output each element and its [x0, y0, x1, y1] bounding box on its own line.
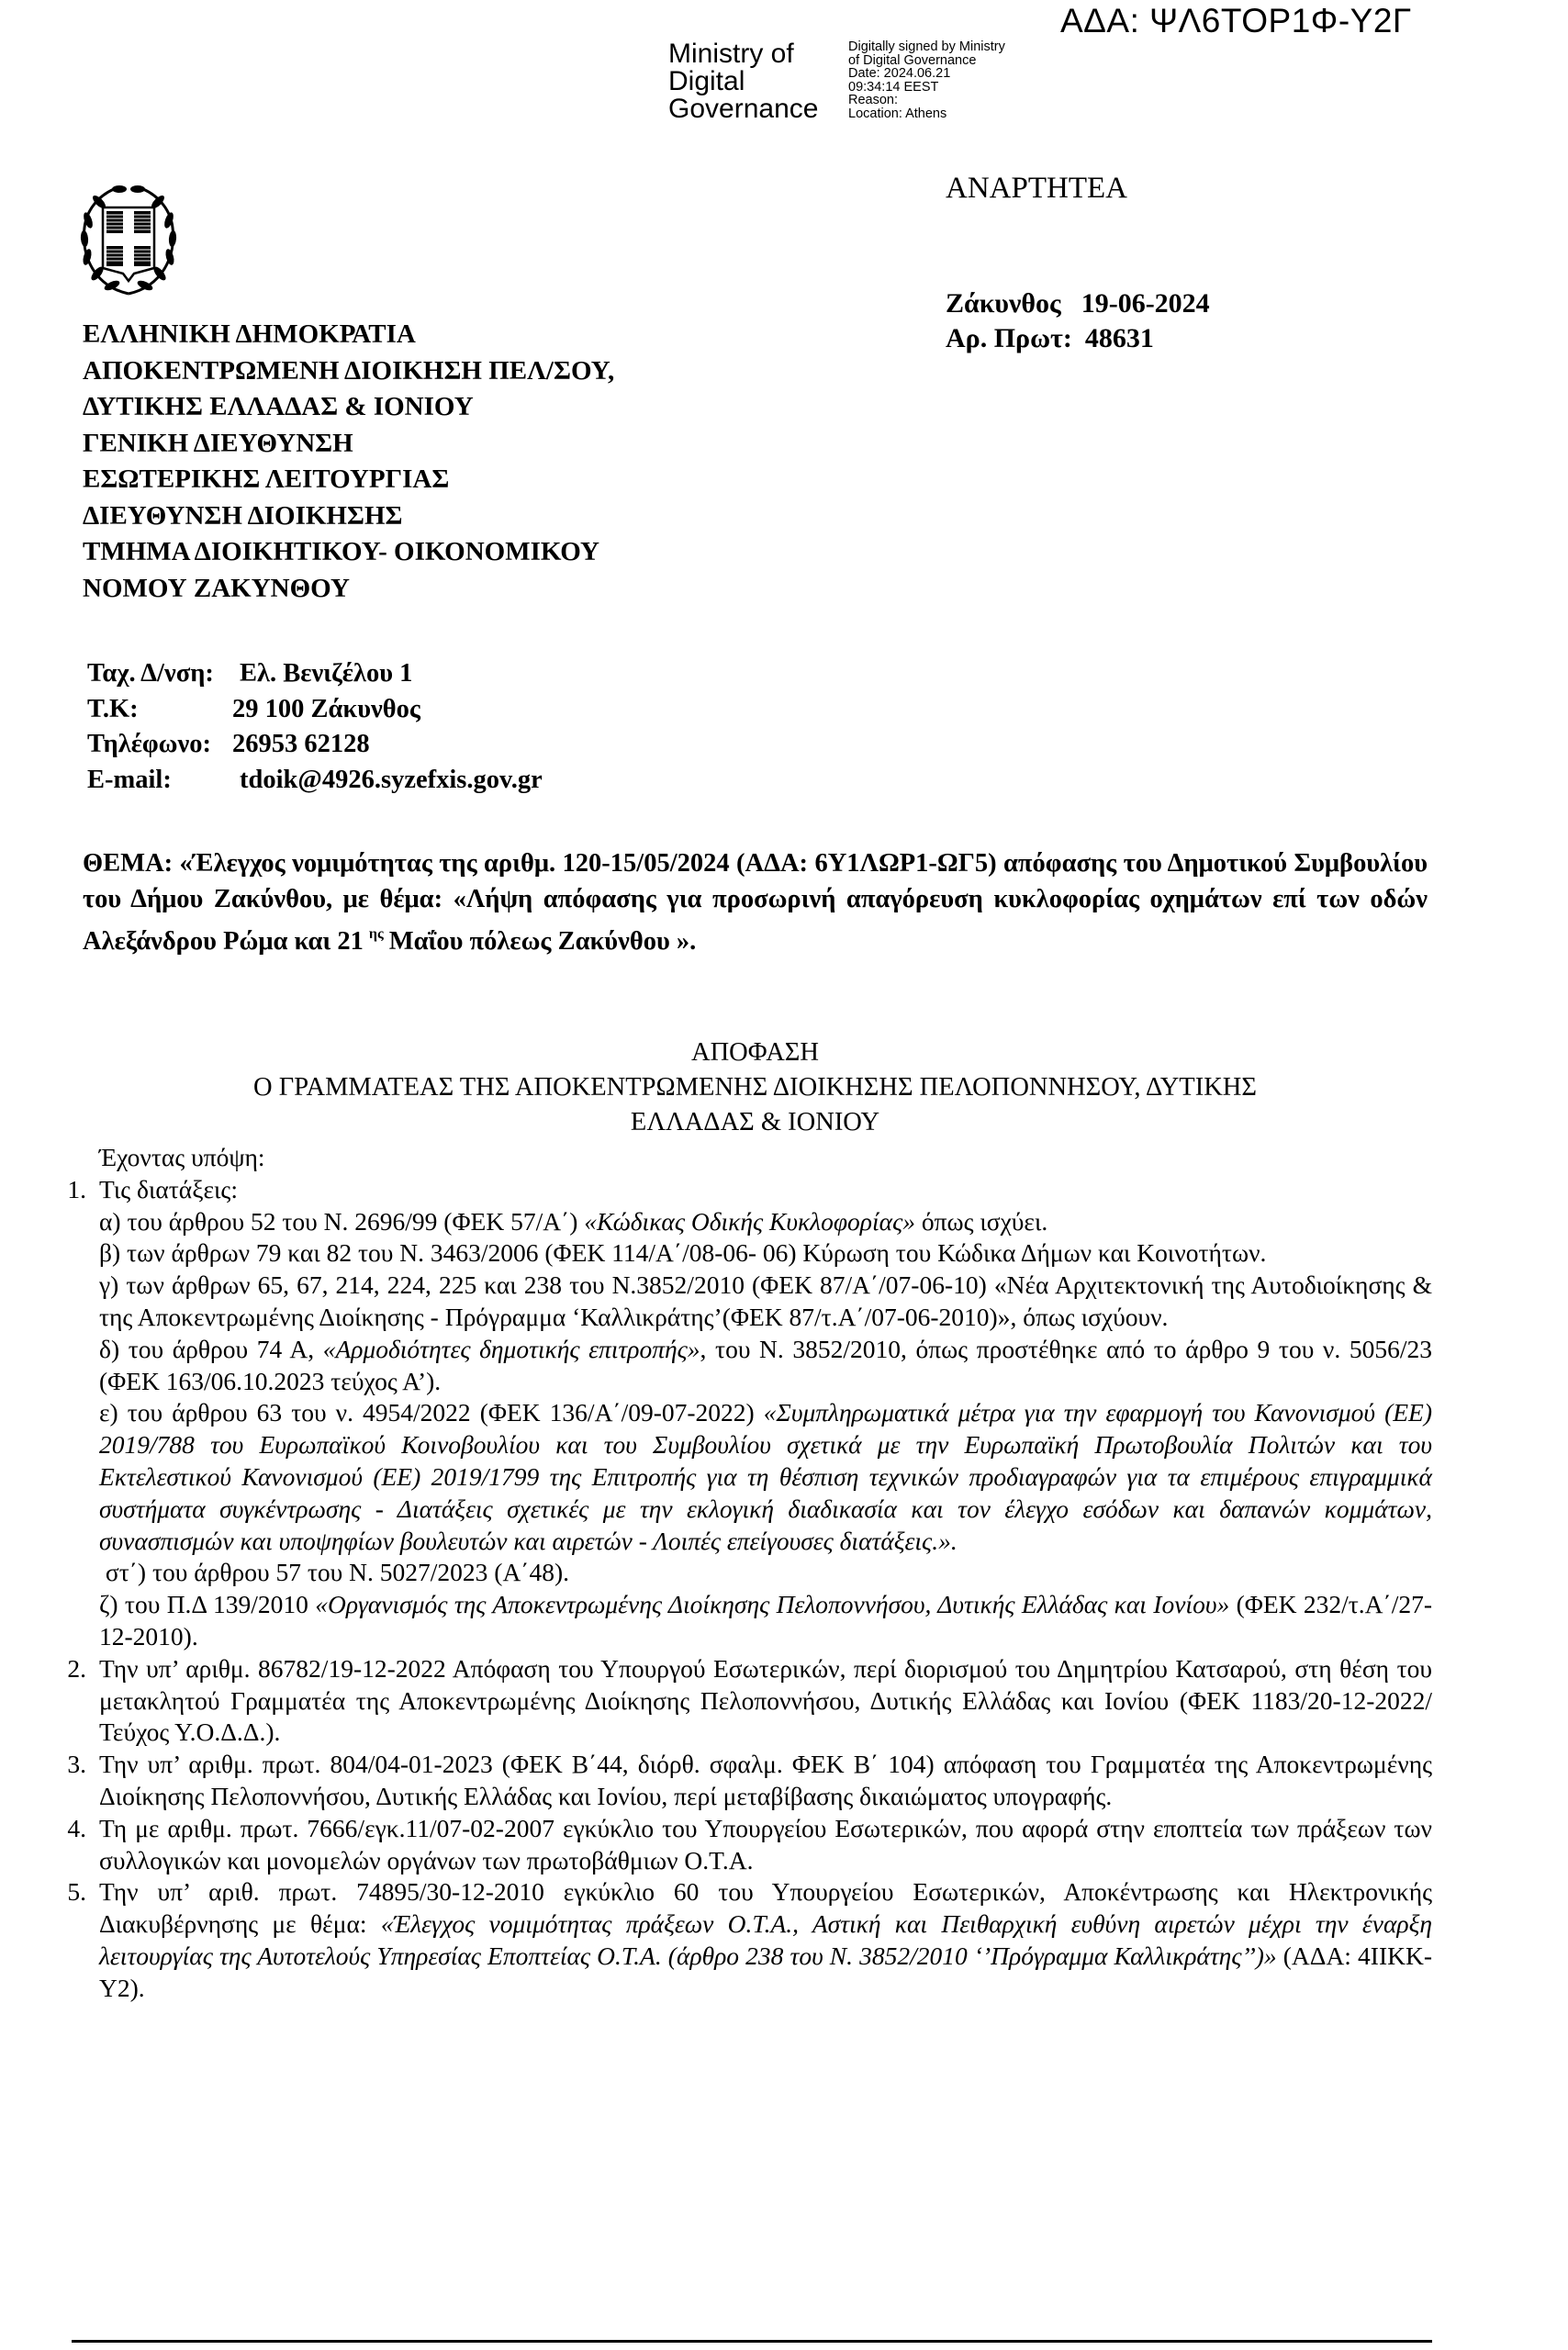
contact-value: Ελ. Βενιζέλου 1 — [240, 659, 413, 688]
sub-item-text: , του Ν. 3852/2010, όπως προστέθηκε από το άρθρο 9 του ν. 5056/23 (ΦΕΚ 163/06.10.2023 τεύχος Α’). — [99, 1334, 1432, 1395]
list-text: Τις διατάξεις: — [99, 1174, 238, 1203]
list-text — [99, 1876, 1432, 2004]
sub-item — [55, 1206, 1432, 1238]
contact-postcode — [87, 692, 543, 728]
decision-heading — [83, 1035, 1428, 1140]
contact-value: 29 100 Ζάκυνθος — [232, 694, 420, 723]
sub-item — [55, 1334, 1432, 1398]
sub-item-text: ε) του άρθρου 63 του ν. 4954/2022 (ΦΕΚ 136/Α΄/09-07-2022) — [99, 1398, 764, 1427]
authority-line: ΓΕΝΙΚΗ ΔΙΕΥΘΥΝΣΗ — [83, 428, 353, 458]
contact-phone — [87, 727, 543, 763]
signature-organization — [668, 40, 852, 123]
authority-line: ΝΟΜΟΥ ΖΑΚΥΝΘΟΥ — [83, 573, 350, 603]
contact-address — [87, 656, 543, 692]
sub-item — [55, 1589, 1432, 1653]
list-item — [55, 1876, 1432, 2004]
signature-org-line: Digital — [668, 66, 745, 96]
contact-label: Τηλέφωνο: — [87, 730, 211, 758]
signature-org-line: Governance — [668, 94, 819, 124]
list-number: 2. — [67, 1653, 86, 1683]
protocol-label: Αρ. Πρωτ: — [946, 323, 1072, 353]
ada-code: ΑΔΑ: ΨΛ6ΤΟΡ1Φ-Υ2Γ — [1060, 2, 1412, 39]
signature-detail-line: Reason: — [848, 93, 899, 107]
list-item — [55, 1653, 1432, 1749]
sub-item-title: «Συμπληρωματικά μέτρα για την εφαρμογή του Κανονισμού (ΕΕ) 2019/788 του Ευρωπαϊκού Κοινοβουλίου και του Συμβουλίου σχετικά με την Ευρωπαϊκή Πρωτοβουλία Πολιτών και του Εκτελεστικού Κανονισμού (ΕΕ) 2019/1799 της Επιτροπής για τη θέσπιση τεχνικών προδιαγραφών για τα επιμέρους επιγραμμικά συστήματα συγκέντρωσης - Διατάξεις σχετικές με την εκλογική διαδικασία και τον έλεγχο εσόδων και δαπανών κομμάτων, συνασπισμών και υποψηφίων βουλευτών και αιρετών - Λοιπές επείγουσες διατάξεις.». — [99, 1398, 1432, 1555]
list-text: Τη με αριθμ. πρωτ. 7666/εγκ.11/07-02-2007 εγκύκλιο του Υπουργείου Εσωτερικών, που αφορά στην εποπτεία των πράξεων των συλλογικών και μονομελών οργάνων των πρωτοβάθμιων Ο.Τ.Α. — [99, 1813, 1432, 1874]
sub-item-text: όπως ισχύει. — [915, 1206, 1048, 1236]
greek-coat-of-arms-icon — [77, 184, 180, 298]
decision-issuer: Ο ΓΡΑΜΜΑΤΕΑΣ ΤΗΣ ΑΠΟΚΕΝΤΡΩΜΕΝΗΣ ΔΙΟΙΚΗΣΗΣ ΠΕΛΟΠΟΝΝΗΣΟΥ, ΔΥΤΙΚΗΣ — [253, 1073, 1257, 1102]
document-body — [55, 1142, 1432, 2005]
sub-item: γ) των άρθρων 65, 67, 214, 224, 225 και 238 του Ν.3852/2010 (ΦΕΚ 87/Α΄/07-06-10) «Νέα Αρχιτεκτονική της Αυτοδιοίκησης & της Αποκεντρωμένης Διοίκησης - Πρόγραμμα ‘Καλλικράτης’(ΦΕΚ 87/τ.Α΄/07-06-2010)», όπως ισχύουν. — [99, 1270, 1432, 1331]
sub-item-text: ζ) του Π.Δ 139/2010 — [99, 1590, 316, 1619]
sub-item-title: «Οργανισμός της Αποκεντρωμένης Διοίκησης Πελοποννήσου, Δυτικής Ελλάδας και Ιονίου» — [315, 1590, 1230, 1619]
contact-label: Ταχ. Δ/νση: — [87, 659, 214, 688]
contact-label: Τ.Κ: — [87, 694, 139, 723]
footer-divider — [72, 2340, 1432, 2343]
list-item — [55, 1174, 1432, 1206]
authority-line: ΕΣΩΤΕΡΙΚΗΣ ΛΕΙΤΟΥΡΓΙΑΣ — [83, 464, 450, 494]
signature-org-line: Ministry of — [668, 39, 794, 69]
authority-line: ΔΥΤΙΚΗΣ ΕΛΛΑΔΑΣ & ΙΟΝΙΟΥ — [83, 392, 474, 421]
signature-detail-line: of Digital Governance — [848, 52, 977, 68]
list-number: 4. — [67, 1813, 86, 1842]
protocol-row — [946, 321, 1210, 356]
posting-note: ΑΝΑΡΤΗΤΕΑ — [946, 172, 1127, 205]
place-label: Ζάκυνθος — [946, 288, 1061, 319]
sub-item-text: α) του άρθρου 52 του Ν. 2696/99 (ΦΕΚ 57/Α΄) — [99, 1206, 585, 1236]
contact-value: 26953 62128 — [232, 730, 370, 758]
list-text-part: (ΑΔΑ: 4ΙΙΚΚ-Υ2). — [99, 1941, 1432, 2002]
list-number: 3. — [67, 1750, 86, 1779]
intro-text: Έχοντας υπόψη: — [99, 1143, 265, 1171]
signature-detail-line: Digitally signed by Ministry — [848, 39, 1005, 54]
signature-detail-line: Date: 2024.06.21 — [848, 66, 951, 81]
list-item — [55, 1813, 1432, 1877]
sub-item-title: «Αρμοδιότητες δημοτικής επιτροπής» — [322, 1334, 700, 1363]
subject — [83, 846, 1428, 960]
contact-email-link[interactable]: tdoik@4926.syzefxis.gov.gr — [240, 765, 543, 794]
list-item — [55, 1749, 1432, 1813]
signature-details — [848, 40, 1050, 120]
subject-text-end: Μαΐου πόλεως Ζακύνθου ». — [388, 927, 697, 956]
date-row — [946, 286, 1210, 321]
subject-text: ΘΕΜΑ: «Έλεγχος νομιμότητας της αριθμ. 120-15/05/2024 (ΑΔΑ: 6Υ1ΛΩΡ1-ΩΓ5) απόφασης του Δημοτικού Συμβουλίου του Δήμου Ζακύνθου, με θέμα: «Λήψη απόφασης για προσωρινή απαγόρευση κυκλοφορίας οχημάτων επί των οδών Αλεξάνδρου Ρώμα και 21 — [83, 849, 1428, 956]
subject-superscript: ης — [368, 926, 384, 942]
sub-item-title: «Κώδικας Οδικής Κυκλοφορίας» — [584, 1206, 915, 1236]
list-text-part: Την υπ’ αριθ. πρωτ. 74895/30-12-2010 εγκύκλιο 60 του Υπουργείου Εσωτερικών, Αποκέντρωσης και Ηλεκτρονικής Διακυβέρνησης με θέμα: — [99, 1877, 1432, 1939]
list-text: Την υπ’ αριθμ. 86782/19-12-2022 Απόφαση του Υπουργού Εσωτερικών, περί διορισμού του Δημητρίου Κατσαρού, στη θέση του μετακλητού Γραμματέα της Αποκεντρωμένης Διοίκησης Πελοποννήσου, Δυτικής Ελλάδας και Ιονίου (ΦΕΚ 1183/20-12-2022/Τεύχος Υ.Ο.Δ.Δ.). — [99, 1653, 1432, 1747]
protocol-number: 48631 — [1084, 323, 1154, 353]
authority-line: ΔΙΕΥΘΥΝΣΗ ΔΙΟΙΚΗΣΗΣ — [83, 500, 403, 531]
sub-item-text: (ΦΕΚ 232/τ.Α΄/27-12-2010). — [99, 1590, 1432, 1651]
date-protocol-block — [946, 286, 1210, 356]
contact-email — [87, 763, 543, 799]
authority-line: ΤΜΗΜΑ ΔΙΟΙΚΗΤΙΚΟΥ- ΟΙΚΟΝΟΜΙΚΟΥ — [83, 537, 599, 566]
sub-item-text: δ) του άρθρου 74 Α, — [99, 1334, 323, 1363]
document-date: 19-06-2024 — [1081, 288, 1210, 319]
issuing-authority — [83, 317, 614, 607]
authority-line: ΕΛΛΗΝΙΚΗ ΔΗΜΟΚΡΑΤΙΑ — [83, 319, 416, 349]
signature-detail-line: Location: Athens — [848, 106, 947, 121]
list-number: 1. — [67, 1174, 86, 1203]
signature-detail-line: 09:34:14 EEST — [848, 79, 939, 95]
authority-line: ΑΠΟΚΕΝΤΡΩΜΕΝΗ ΔΙΟΙΚΗΣΗ ΠΕΛ/ΣΟΥ, — [83, 355, 615, 386]
sub-item: β) των άρθρων 79 και 82 του Ν. 3463/2006 (ΦΕΚ 114/Α΄/08-06- 06) Κύρωση του Κώδικα Δήμων και Κοινοτήτων. — [99, 1238, 1267, 1268]
list-text-title: «Έλεγχος νομιμότητας πράξεων Ο.Τ.Α., Αστική και Πειθαρχική ευθύνη αιρετών μέχρι την έναρξη λειτουργίας της Αυτοτελούς Υπηρεσίας Εποπτείας Ο.Τ.Α. (άρθρο 238 του Ν. 3852/2010 ‘’Πρόγραμμα Καλλικράτης’’)» — [99, 1909, 1432, 1970]
list-number: 5. — [67, 1877, 86, 1907]
contact-label: E-mail: — [87, 765, 172, 794]
decision-title: ΑΠΟΦΑΣΗ — [691, 1038, 819, 1067]
sub-item — [55, 1397, 1432, 1557]
list-text: Την υπ’ αριθμ. πρωτ. 804/04-01-2023 (ΦΕΚ Β΄44, διόρθ. σφαλμ. ΦΕΚ Β΄ 104) απόφαση του Γραμματέα της Αποκεντρωμένης Διοίκησης Πελοποννήσου, Δυτικής Ελλάδας και Ιονίου, περί μεταβίβασης δικαιώματος υπογραφής. — [99, 1750, 1432, 1810]
decision-issuer: ΕΛΛΑΔΑΣ & ΙΟΝΙΟΥ — [630, 1108, 880, 1136]
sub-item: στ΄) του άρθρου 57 του Ν. 5027/2023 (Α΄48). — [99, 1558, 569, 1587]
contact-block — [87, 656, 543, 798]
